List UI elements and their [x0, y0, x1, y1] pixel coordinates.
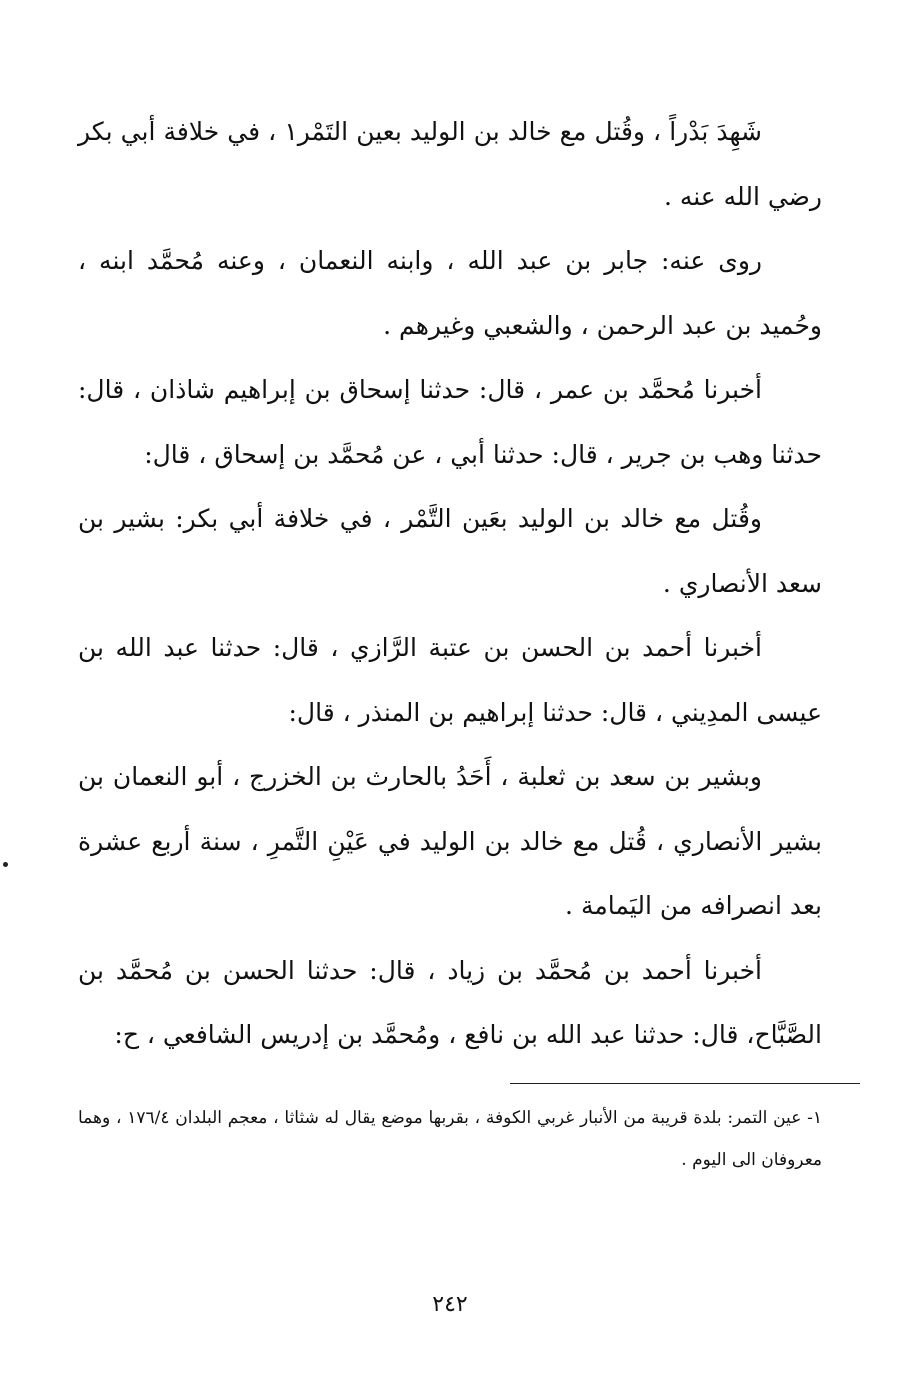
body-text [78, 100, 822, 1068]
margin-dot [3, 862, 8, 867]
paragraph-1: شَهِدَ بَدْراً ، وقُتل مع خالد بن الوليد بعين التَمْر١ ، في خلافة أبي بكر رضي الله عنه . [78, 117, 822, 211]
paragraph-4: وقُتل مع خالد بن الوليد بعَين التَّمْر ، في خلافة أبي بكر: بشير بن سعد الأنصاري . [78, 504, 822, 598]
footnote-1: ١- عين التمر: بلدة قريبة من الأنبار غربي الكوفة ، بقربها موضع يقال له شثاثا ، معجم البلدان ١٧٦/٤ ، وهما معروفان الى اليوم . [78, 1108, 822, 1170]
paragraph-2: روى عنه: جابر بن عبد الله ، وابنه النعمان ، وعنه مُحمَّد ابنه ، وحُميد بن عبد الرحمن ، والشعبي وغيرهم . [78, 246, 822, 340]
page-number: ٢٤٢ [432, 1292, 468, 1317]
paragraph-5: أخبرنا أحمد بن الحسن بن عتبة الرَّازي ، قال: حدثنا عبد الله بن عيسى المدِيني ، قال: حدثنا إبراهيم بن المنذر ، قال: [78, 633, 822, 727]
paragraph-6: وبشير بن سعد بن ثعلبة ، أَحَدُ بالحارث بن الخزرج ، أبو النعمان بن بشير الأنصاري ، قُتل مع خالد بن الوليد في عَيْنِ التَّمرِ ، سنة أربع عشرة بعد انصرافه من اليَمامة . [78, 762, 822, 920]
footnote-divider [510, 1083, 860, 1084]
footnotes [78, 1097, 822, 1181]
paragraph-3: أخبرنا مُحمَّد بن عمر ، قال: حدثنا إسحاق بن إبراهيم شاذان ، قال: حدثنا وهب بن جرير ، قال: حدثنا أبي ، عن مُحمَّد بن إسحاق ، قال: [78, 375, 822, 469]
paragraph-7: أخبرنا أحمد بن مُحمَّد بن زياد ، قال: حدثنا الحسن بن مُحمَّد بن الصَّبَّاح، قال: حدثنا عبد الله بن نافع ، ومُحمَّد بن إدريس الشافعي ، ح: [78, 955, 822, 1049]
